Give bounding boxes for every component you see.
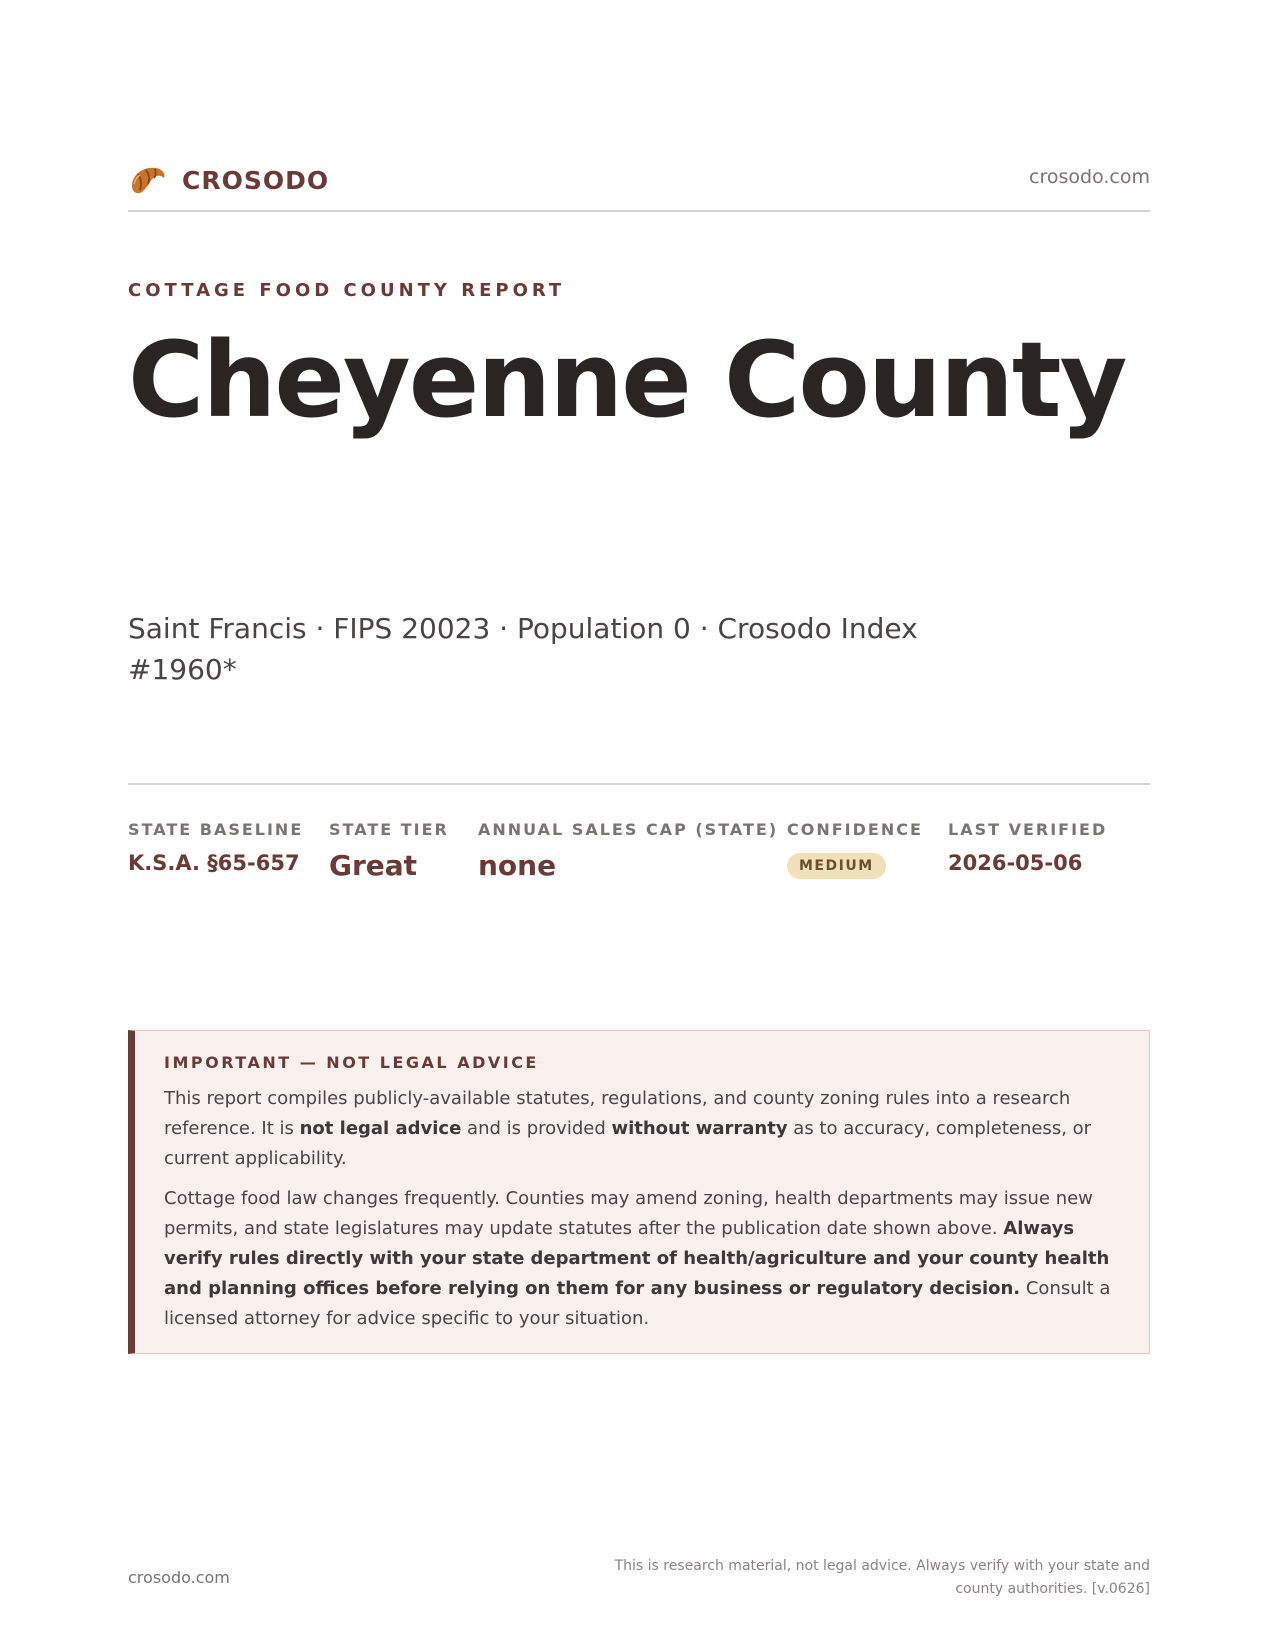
stat-label: STATE BASELINE [128, 820, 304, 839]
stat-value: K.S.A. §65-657 [128, 851, 300, 875]
stat-label: ANNUAL SALES CAP (STATE) [478, 820, 779, 839]
confidence-badge: MEDIUM [787, 853, 886, 879]
section-divider [128, 783, 1150, 785]
brand-name: CROSODO [182, 165, 330, 195]
report-page [128, 0, 1150, 1650]
stat-label: CONFIDENCE [787, 820, 923, 839]
site-url[interactable]: crosodo.com [1029, 166, 1150, 188]
stat-state-baseline [128, 820, 303, 875]
stat-confidence [787, 820, 923, 879]
report-kicker: COTTAGE FOOD COUNTY REPORT [128, 280, 566, 301]
stat-value: 2026-05-06 [948, 851, 1083, 875]
notice-paragraph-1: This report compiles publicly-available statutes, regulations, and county zoning rules into a research reference. It is not legal advice and is provided without warranty as to accuracy, completeness, or current applicability. [164, 1088, 1092, 1169]
notice-paragraph-2: Cottage food law changes frequently. Counties may amend zoning, health departments may issue new permits, and state legislatures may update statutes after the publication date shown above. Always verify rules directly with your state department of health/agriculture and your county health and planning offices before relying on them for any business or regulatory decision. Consult a licensed attorney for advice specific to your situation. [164, 1188, 1111, 1329]
page-title: Cheyenne County [128, 319, 1126, 441]
legal-notice [128, 1030, 1150, 1354]
stat-value: Great [329, 849, 418, 882]
header-divider [128, 210, 1150, 212]
report-subtitle: Saint Francis · FIPS 20023 · Population 0 · Crosodo Index #1960* [128, 612, 918, 686]
footer-disclaimer: This is research material, not legal advice. Always verify with your state and county authorities. [v.0626] [614, 1558, 1150, 1597]
stat-state-tier [329, 820, 449, 882]
notice-heading: IMPORTANT — NOT LEGAL ADVICE [164, 1053, 539, 1072]
stat-value: none [478, 849, 557, 882]
stat-label: STATE TIER [329, 820, 449, 839]
stat-last-verified [948, 820, 1107, 875]
stat-annual-sales-cap [478, 820, 778, 882]
footer-site[interactable]: crosodo.com [128, 1568, 230, 1587]
brand [128, 160, 329, 200]
croissant-icon [128, 160, 168, 200]
stat-label: LAST VERIFIED [948, 820, 1108, 839]
